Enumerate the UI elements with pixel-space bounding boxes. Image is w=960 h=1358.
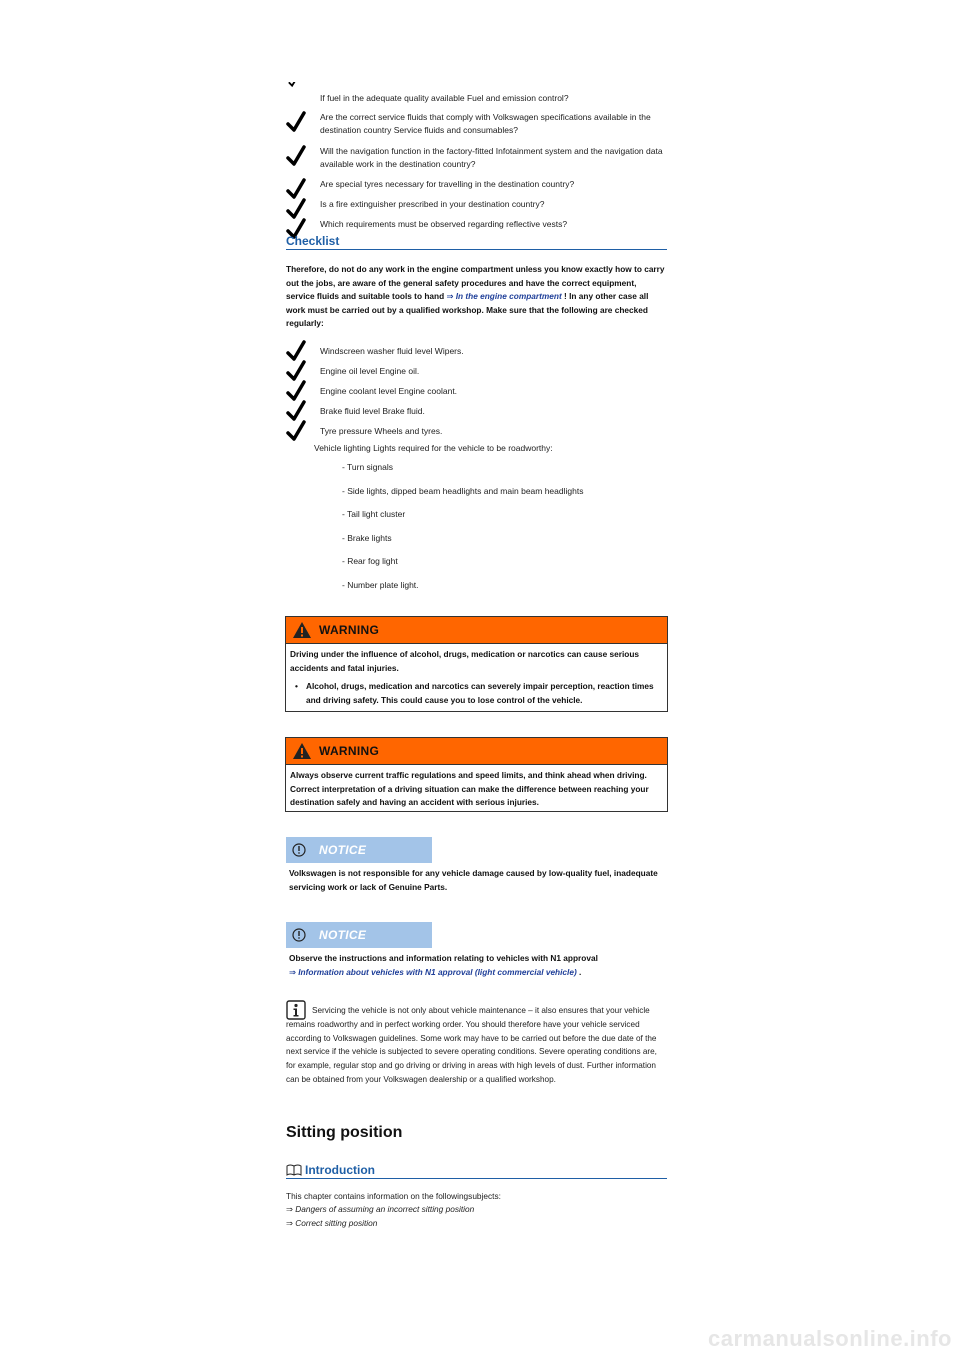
notice-text: Observe the instructions and information relating to vehicles with N1 approval (289, 953, 598, 963)
checklist-item (286, 360, 667, 380)
checklist-item (286, 340, 667, 360)
warning-box (285, 616, 668, 712)
checklist-item-text: Engine coolant level Engine coolant. (320, 386, 458, 396)
warning-text: Driving under the influence of alcohol, drugs, medication or narcotics can cause serious accidents and fatal injuries. (290, 649, 640, 673)
check-mark-icon (286, 420, 306, 442)
check-item (286, 92, 667, 112)
checklist-item (286, 400, 667, 420)
notice-header (286, 922, 432, 948)
checklist-item (286, 380, 667, 400)
exclamation-circle-icon (292, 928, 306, 942)
warning-header (286, 617, 667, 644)
notice-body (289, 952, 667, 979)
check-item-text: Is a fire extinguisher prescribed in your destination country? (320, 199, 545, 209)
notice-title: NOTICE (319, 843, 367, 857)
light-item: - Rear fog light (342, 556, 398, 566)
checklist-item (286, 420, 667, 440)
light-item: - Side lights, dipped beam headlights and main beam headlights (342, 486, 584, 496)
engine-compartment-link[interactable]: ⇒ In the engine compartment (446, 291, 562, 301)
check-mark-icon (286, 340, 306, 362)
introduction-title: Introduction (305, 1163, 375, 1177)
check-item-text: Are the correct service fluids that comply with Volkswagen specifications available in the destination country Service fluids and consumables? (320, 112, 651, 135)
info-paragraph (286, 1004, 667, 1087)
check-mark-icon (286, 360, 306, 382)
checklist-item-text: Tyre pressure Wheels and tyres. (320, 426, 443, 436)
checklist-intro (286, 263, 667, 331)
notice-title: NOTICE (319, 928, 367, 942)
bullet-symbol: • (295, 681, 298, 691)
notice-link-suffix: . (576, 966, 582, 977)
warning-body (286, 765, 667, 814)
warning-triangle-icon (292, 742, 312, 760)
warning-text: Always observe current traffic regulations and speed limits, and think ahead when driving. Correct interpretation of a driving situation can make the difference between reaching your destination safely and having an accident with serious injuries. (290, 770, 649, 807)
vehicle-lighting-line: Vehicle lighting Lights required for the vehicle to be roadworthy: (314, 443, 553, 453)
checklist-intro-text: Therefore, do not do any work in the engine compartment unless you know exactly how to carry out the jobs, are aware of the general safety procedures and have the correct equipment, service fluids and suitable tools to hand (286, 264, 665, 301)
correct-sitting-link[interactable]: ⇒ Correct sitting position (286, 1218, 378, 1228)
check-mark-icon (286, 400, 306, 422)
checklist-item-text: Windscreen washer fluid level Wipers. (320, 346, 464, 356)
n1-approval-link[interactable]: ⇒ Information about vehicles with N1 approval (light commercial vehicle) (289, 966, 577, 977)
check-item-text: Which requirements must be observed regarding reflective vests? (320, 219, 568, 229)
checklist-item-text: Engine oil level Engine oil. (320, 366, 420, 376)
warning-bullet (290, 680, 663, 707)
check-item-text: If fuel in the adequate quality available Fuel and emission control? (320, 93, 569, 103)
warning-bullet-text: Alcohol, drugs, medication and narcotics can severely impair perception, reaction times and driving safety. This could cause you to lose control of the vehicle. (306, 681, 654, 705)
checklist-heading: Checklist (286, 234, 667, 250)
check-item-text: Are special tyres necessary for travelling in the destination country? (320, 179, 575, 189)
warning-triangle-icon (292, 621, 312, 639)
notice-text: Volkswagen is not responsible for any vehicle damage caused by low-quality fuel, inadequate servicing work or lack of Genuine Parts. (289, 868, 658, 892)
check-mark-icon (286, 111, 306, 133)
check-mark-icon (286, 82, 300, 92)
check-mark-icon (286, 178, 306, 200)
intro-text: This chapter contains information on the followingsubjects: (286, 1191, 501, 1201)
sitting-position-heading: Sitting position (286, 1124, 403, 1141)
check-item (286, 111, 667, 141)
watermark: carmanualsonline.info (708, 1326, 952, 1351)
check-item-text: Will the navigation function in the factory-fitted Infotainment system and the navigation data available work in the destination country? (320, 146, 663, 169)
check-item (286, 198, 667, 218)
warning-body (286, 644, 667, 711)
warning-title: WARNING (319, 744, 380, 758)
warning-header (286, 738, 667, 765)
check-mark-icon (286, 380, 306, 402)
light-item: - Brake lights (342, 533, 392, 543)
info-text: Servicing the vehicle is not only about vehicle maintenance – it also ensures that your vehicle remains roadworthy and in perfect working order. You should therefore have your vehicle serviced according to Volkswagen guidelines. Some work may have to be carried out before the due date of the next service if the vehicle is subjected to severe operating conditions. Severe operating conditions are, for example, regular stop and go driving or driving in areas with high levels of dust. Further information can be obtained from your Volkswagen dealership or a qualified workshop. (286, 1006, 657, 1084)
incorrect-sitting-link[interactable]: ⇒ Dangers of assuming an incorrect sitting position (286, 1204, 475, 1214)
introduction-heading (286, 1163, 667, 1179)
check-item (286, 178, 667, 198)
check-mark-icon (286, 145, 306, 167)
check-item (286, 145, 667, 175)
exclamation-circle-icon (292, 843, 306, 857)
light-item: - Number plate light. (342, 580, 419, 590)
warning-box (285, 737, 668, 812)
book-icon (286, 1164, 302, 1176)
check-mark-icon (286, 198, 306, 220)
checklist-item-text: Brake fluid level Brake fluid. (320, 406, 425, 416)
checklist-intro-text-end: ! In any other case all work must be carried out by a qualified workshop. Make sure that the following are checked regularly: (286, 291, 649, 328)
light-item: - Tail light cluster (342, 509, 406, 519)
notice-header (286, 837, 432, 863)
light-item: - Turn signals (342, 462, 394, 472)
warning-title: WARNING (319, 623, 380, 637)
